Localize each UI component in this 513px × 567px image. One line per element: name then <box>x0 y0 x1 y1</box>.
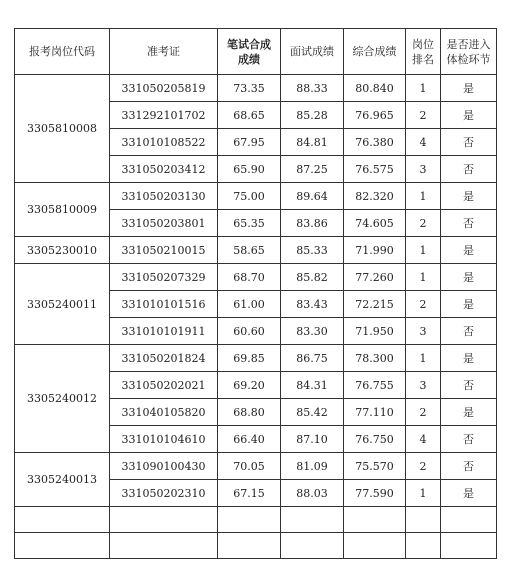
header-exam-line2: 体检环节 <box>446 52 491 66</box>
table-row <box>15 264 497 291</box>
ticket-cell: 331050210015 <box>110 237 218 264</box>
interview-score-cell: 85.82 <box>281 264 344 291</box>
ticket-cell: 331090100430 <box>110 453 218 480</box>
rank-cell: 1 <box>406 183 441 210</box>
written-score-cell: 70.05 <box>218 453 281 480</box>
ticket-cell: 331050203130 <box>110 183 218 210</box>
interview-score-cell: 87.10 <box>281 426 344 453</box>
table-row <box>15 345 497 372</box>
exam-cell: 是 <box>441 75 497 102</box>
exam-cell: 否 <box>441 318 497 345</box>
position-code-cell: 3305240011 <box>15 264 110 345</box>
empty-cell <box>218 533 281 559</box>
exam-cell: 是 <box>441 102 497 129</box>
interview-score-cell: 87.25 <box>281 156 344 183</box>
rank-cell: 1 <box>406 480 441 507</box>
rank-cell: 3 <box>406 372 441 399</box>
rank-cell: 2 <box>406 453 441 480</box>
header-written-line2: 成绩 <box>238 52 260 66</box>
total-score-cell: 78.300 <box>344 345 406 372</box>
header-written-score <box>218 29 281 75</box>
written-score-cell: 68.65 <box>218 102 281 129</box>
written-score-cell: 67.95 <box>218 129 281 156</box>
total-score-cell: 77.590 <box>344 480 406 507</box>
empty-cell <box>15 533 110 559</box>
table-row <box>15 75 497 102</box>
empty-cell <box>15 507 110 533</box>
written-score-cell: 75.00 <box>218 183 281 210</box>
position-code-cell: 3305230010 <box>15 237 110 264</box>
exam-cell: 否 <box>441 453 497 480</box>
header-exam-line1: 是否进入 <box>446 37 491 51</box>
rank-cell: 1 <box>406 75 441 102</box>
exam-cell: 是 <box>441 480 497 507</box>
exam-cell: 否 <box>441 426 497 453</box>
empty-cell <box>110 507 218 533</box>
total-score-cell: 77.260 <box>344 264 406 291</box>
header-admission-ticket: 准考证 <box>110 29 218 75</box>
header-rank-line2: 排名 <box>412 52 434 66</box>
empty-row <box>15 507 497 533</box>
ticket-cell: 331050207329 <box>110 264 218 291</box>
ticket-cell: 331050201824 <box>110 345 218 372</box>
written-score-cell: 58.65 <box>218 237 281 264</box>
ticket-cell: 331010108522 <box>110 129 218 156</box>
position-code-cell: 3305240012 <box>15 345 110 453</box>
rank-cell: 4 <box>406 426 441 453</box>
rank-cell: 2 <box>406 399 441 426</box>
header-row <box>15 29 497 75</box>
written-score-cell: 65.90 <box>218 156 281 183</box>
interview-score-cell: 84.81 <box>281 129 344 156</box>
position-code-cell: 3305810008 <box>15 75 110 183</box>
header-position-code: 报考岗位代码 <box>15 29 110 75</box>
empty-cell <box>281 533 344 559</box>
written-score-cell: 65.35 <box>218 210 281 237</box>
ticket-cell: 331292101702 <box>110 102 218 129</box>
interview-score-cell: 83.43 <box>281 291 344 318</box>
table-row <box>15 453 497 480</box>
written-score-cell: 66.40 <box>218 426 281 453</box>
written-score-cell: 61.00 <box>218 291 281 318</box>
table-row <box>15 237 497 264</box>
exam-cell: 否 <box>441 156 497 183</box>
header-physical-exam <box>441 29 497 75</box>
written-score-cell: 69.20 <box>218 372 281 399</box>
rank-cell: 3 <box>406 156 441 183</box>
interview-score-cell: 81.09 <box>281 453 344 480</box>
empty-cell <box>281 507 344 533</box>
total-score-cell: 82.320 <box>344 183 406 210</box>
ticket-cell: 331050202021 <box>110 372 218 399</box>
empty-row <box>15 533 497 559</box>
written-score-cell: 67.15 <box>218 480 281 507</box>
empty-cell <box>344 533 406 559</box>
ticket-cell: 331010101911 <box>110 318 218 345</box>
total-score-cell: 76.575 <box>344 156 406 183</box>
ticket-cell: 331050203801 <box>110 210 218 237</box>
results-table <box>14 28 497 559</box>
table-row <box>15 183 497 210</box>
rank-cell: 2 <box>406 291 441 318</box>
total-score-cell: 76.965 <box>344 102 406 129</box>
ticket-cell: 331050205819 <box>110 75 218 102</box>
total-score-cell: 76.755 <box>344 372 406 399</box>
empty-cell <box>110 533 218 559</box>
interview-score-cell: 86.75 <box>281 345 344 372</box>
written-score-cell: 69.85 <box>218 345 281 372</box>
total-score-cell: 75.570 <box>344 453 406 480</box>
exam-cell: 否 <box>441 129 497 156</box>
ticket-cell: 331010104610 <box>110 426 218 453</box>
written-score-cell: 73.35 <box>218 75 281 102</box>
header-written-line1: 笔试合成 <box>227 37 271 51</box>
empty-cell <box>406 533 441 559</box>
ticket-cell: 331040105820 <box>110 399 218 426</box>
total-score-cell: 72.215 <box>344 291 406 318</box>
total-score-cell: 77.110 <box>344 399 406 426</box>
exam-cell: 是 <box>441 237 497 264</box>
interview-score-cell: 88.03 <box>281 480 344 507</box>
total-score-cell: 80.840 <box>344 75 406 102</box>
written-score-cell: 68.80 <box>218 399 281 426</box>
rank-cell: 2 <box>406 102 441 129</box>
written-score-cell: 60.60 <box>218 318 281 345</box>
header-total-score: 综合成绩 <box>344 29 406 75</box>
interview-score-cell: 83.30 <box>281 318 344 345</box>
empty-cell <box>441 533 497 559</box>
rank-cell: 1 <box>406 264 441 291</box>
interview-score-cell: 83.86 <box>281 210 344 237</box>
exam-cell: 是 <box>441 264 497 291</box>
interview-score-cell: 89.64 <box>281 183 344 210</box>
exam-cell: 否 <box>441 372 497 399</box>
total-score-cell: 76.380 <box>344 129 406 156</box>
header-rank-line1: 岗位 <box>412 37 434 51</box>
empty-cell <box>441 507 497 533</box>
rank-cell: 4 <box>406 129 441 156</box>
table-body <box>15 75 497 559</box>
exam-cell: 否 <box>441 210 497 237</box>
exam-cell: 是 <box>441 291 497 318</box>
interview-score-cell: 85.42 <box>281 399 344 426</box>
empty-cell <box>218 507 281 533</box>
rank-cell: 1 <box>406 345 441 372</box>
total-score-cell: 76.750 <box>344 426 406 453</box>
ticket-cell: 331050203412 <box>110 156 218 183</box>
interview-score-cell: 84.31 <box>281 372 344 399</box>
exam-cell: 是 <box>441 399 497 426</box>
rank-cell: 3 <box>406 318 441 345</box>
exam-cell: 是 <box>441 183 497 210</box>
total-score-cell: 71.950 <box>344 318 406 345</box>
header-interview-score: 面试成绩 <box>281 29 344 75</box>
interview-score-cell: 88.33 <box>281 75 344 102</box>
interview-score-cell: 85.28 <box>281 102 344 129</box>
empty-cell <box>344 507 406 533</box>
exam-cell: 是 <box>441 345 497 372</box>
total-score-cell: 71.990 <box>344 237 406 264</box>
empty-cell <box>406 507 441 533</box>
total-score-cell: 74.605 <box>344 210 406 237</box>
interview-score-cell: 85.33 <box>281 237 344 264</box>
written-score-cell: 68.70 <box>218 264 281 291</box>
rank-cell: 2 <box>406 210 441 237</box>
ticket-cell: 331010101516 <box>110 291 218 318</box>
position-code-cell: 3305240013 <box>15 453 110 507</box>
position-code-cell: 3305810009 <box>15 183 110 237</box>
ticket-cell: 331050202310 <box>110 480 218 507</box>
rank-cell: 1 <box>406 237 441 264</box>
header-rank <box>406 29 441 75</box>
